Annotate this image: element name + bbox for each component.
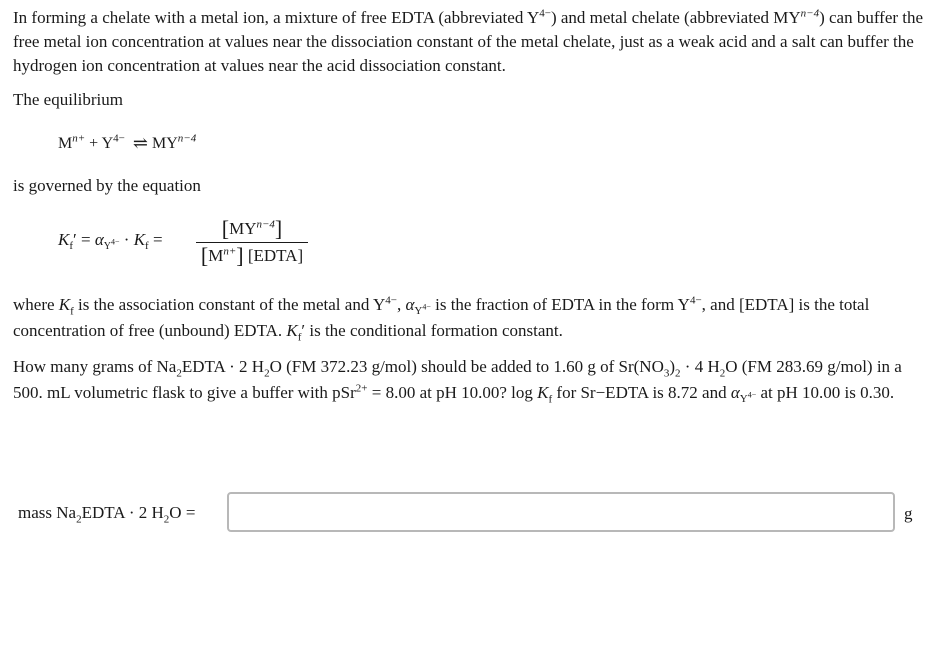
answer-label: mass $Na_2EDTA \cdot 2$ $H_2O$ = [18, 503, 196, 526]
equilibrium-arrow-icon: ⇌ [132, 133, 148, 153]
governed-text: is governed by the equation [13, 176, 201, 195]
mass-answer-input[interactable] [227, 492, 895, 532]
equation-fraction: $[MY^{n-4}]$ $[M^{n+}]$ [EDTA] [196, 216, 308, 269]
question-paragraph: How many grams of $Na_2EDTA \cdot 2$ $H_2O$ (FM 372.23 g/mol) should be added to 1.60 g of $Sr(NO_3)_2 \cdot 4$ $H_2O$ (FM 283.69 g/mol) in a 500. mL volumetric flask to give a buffer with pSr$^{2+}$ = 8.00 at pH 10.00? $\log K_f$ for Sr−EDTA is 8.72 and $\alpha_{Y^{4-}}$ at pH 10.00 is 0.30. [13, 357, 902, 406]
answer-row [18, 492, 918, 536]
intro-paragraph: In forming a chelate with a metal ion, a mixture of free EDTA (abbreviated $Y^{4-}$) and metal chelate (abbreviated $MY^{n-4}$) can buffer the free metal ion concentration at values near the dissociation constant of the metal chelate, just as a weak acid and a salt can buffer the hydrogen ion concentration at values near the acid dissociation constant. [13, 7, 924, 75]
where-paragraph: where $K_f$ is the association constant of the metal and $Y^{4-}$, $\alpha_{Y^{4-}}$ is the fraction of EDTA in the form $Y^{4-}$, and [EDTA] is the total concentration of free (unbound) EDTA. $K_f'$ is the conditional formation constant. [13, 294, 870, 344]
equilibrium-reaction: $M^{n+} + Y^{4-}$ ⇌ $MY^{n-4}$ [58, 132, 197, 153]
equilibrium-intro: The equilibrium [13, 90, 124, 109]
answer-unit: g [904, 504, 913, 523]
